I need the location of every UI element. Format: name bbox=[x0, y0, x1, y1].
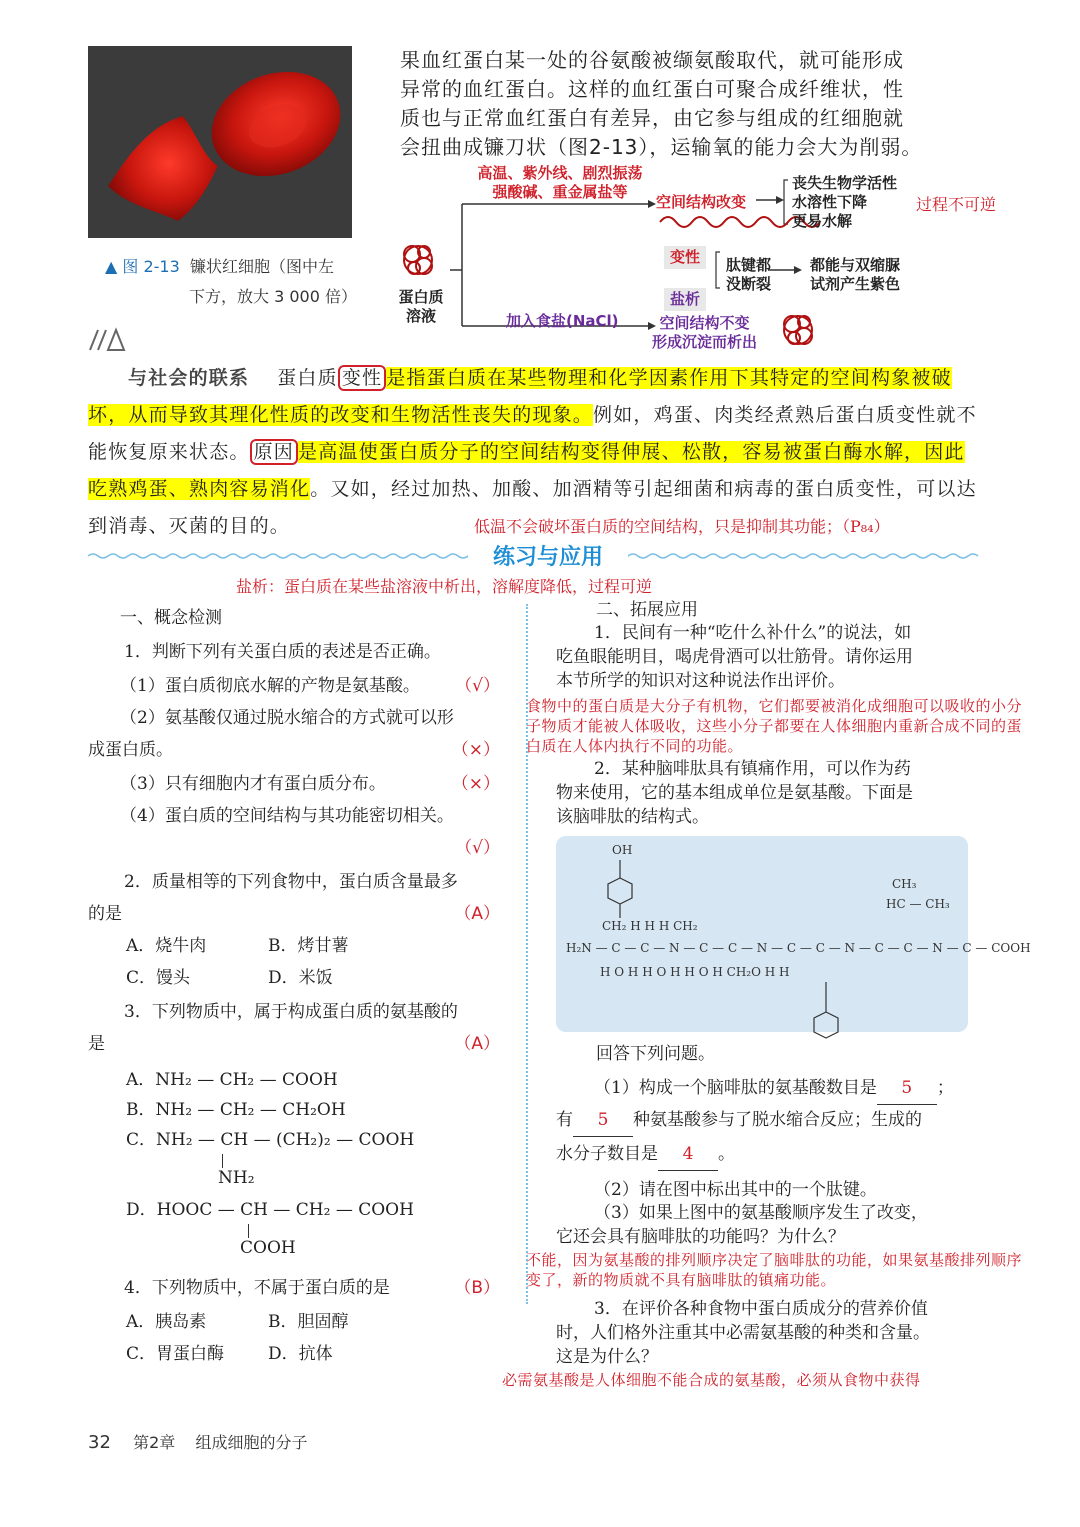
e1a: 1．民间有一种“吃什么补什么”的说法，如 bbox=[594, 623, 912, 643]
biuret-2: 试剂产生紫色 bbox=[810, 275, 901, 293]
caption-line1: 镰状红细胞（图中左 bbox=[189, 257, 334, 276]
figure-label: ▲ 图 2-13 bbox=[105, 257, 180, 276]
e3b: 时，人们格外注重其中必需氨基酸的种类和含量。 bbox=[556, 1323, 930, 1343]
e2q1b: 有 bbox=[556, 1110, 573, 1130]
e2q1c: 种氨基酸参与了脱水缩合反应；生成的 bbox=[633, 1110, 922, 1130]
hl-definition: 是指蛋白质在某些物理和化学因素作用下其特定的空间构象被破坏，从而导致其理化性质的改变和生物活性丧失的现象。 bbox=[88, 367, 952, 426]
e2a: 2．某种脑啡肽具有镇痛作用，可以作为药 bbox=[594, 759, 911, 779]
protein-coil-icon bbox=[784, 316, 812, 344]
hl-reason: 是高温使蛋白质分子的空间结构变得伸展、松散，容易被蛋白酶水解，因此吃熟鸡蛋、熟肉容易消化 bbox=[88, 441, 965, 500]
q1-4-answer: （√） bbox=[455, 838, 500, 858]
q2-option-d: D．米饭 bbox=[268, 968, 333, 988]
q3-option-d: D．HOOC — CH — CH₂ — COOH bbox=[126, 1200, 414, 1220]
top-line: 果血红蛋白某一处的谷氨酸被缬氨酸取代，就可能形成 bbox=[400, 48, 904, 72]
q1-3-answer: （×） bbox=[451, 774, 500, 794]
e2q1-answer3: 4 bbox=[658, 1138, 718, 1171]
protein-coil-icon bbox=[404, 246, 432, 274]
chapter-title: 组成细胞的分子 bbox=[195, 1433, 308, 1452]
e2q3b: 它还会具有脑啡肽的功能吗？为什么？ bbox=[556, 1227, 845, 1247]
extend-heading: 二、拓展应用 bbox=[596, 600, 698, 620]
cond-high-2: 强酸碱、重金属盐等 bbox=[492, 183, 628, 201]
q1-2-answer: （×） bbox=[451, 740, 500, 760]
protein-solution bbox=[396, 288, 446, 326]
peptide-note bbox=[726, 256, 771, 294]
answer-intro: 回答下列问题。 bbox=[596, 1044, 715, 1064]
section-title: 练习与应用 bbox=[468, 540, 628, 571]
chain-main: H₂N — C — C — N — C — C — N — C — C — N — C — C — N — C — COOH bbox=[566, 941, 1031, 955]
q4-answer: （B） bbox=[454, 1278, 500, 1298]
social-p1b: 例如，鸡蛋、肉类经煮熟后蛋白质变性就不能恢复原来状态。 bbox=[88, 404, 977, 463]
q3-option-d-sub: COOH bbox=[240, 1238, 296, 1258]
chain-bottom: H O H H O H H O H CH₂O H H bbox=[600, 965, 790, 979]
e2q1-line2 bbox=[556, 1104, 922, 1137]
q4-option-b: B．胆固醇 bbox=[268, 1312, 349, 1332]
chain-top: CH₂ H H H CH₂ bbox=[602, 919, 698, 933]
no-change-2: 形成沉淀而析出 bbox=[652, 333, 758, 351]
q1: 1．判断下列有关蛋白质的表述是否正确。 bbox=[124, 642, 441, 662]
caption-line2: 下方，放大 3 000 倍） bbox=[189, 287, 357, 306]
no-change bbox=[652, 314, 757, 352]
q3-answer: （A） bbox=[454, 1034, 500, 1054]
q2-option-c: C．馒头 bbox=[126, 968, 191, 988]
e3-handwritten-answer: 必需氨基酸是人体细胞不能合成的氨基酸，必须从食物中获得 bbox=[502, 1371, 921, 1389]
top-line: 会扭曲成镰刀状（图2-13），运输氧的能力会大为削弱。 bbox=[400, 135, 923, 159]
q3-option-c-sub: NH₂ bbox=[218, 1168, 255, 1188]
page-number: 32 bbox=[88, 1432, 111, 1453]
q1-2a: （2）氨基酸仅通过脱水缩合的方式就可以形 bbox=[120, 708, 454, 728]
biuret-1: 都能与双缩脲 bbox=[810, 256, 901, 274]
result-1: 丧失生物学活性 bbox=[792, 174, 898, 192]
figure-caption bbox=[105, 252, 365, 312]
q1-2b: 成蛋白质。 bbox=[88, 740, 173, 760]
q3-option-c: C．NH₂ — CH — (CH₂)₂ — COOH bbox=[126, 1130, 415, 1150]
e2c: 该脑啡肽的结构式。 bbox=[556, 807, 709, 827]
result-2: 水溶性下降 bbox=[792, 193, 868, 211]
social-p1a: 蛋白质 bbox=[277, 367, 338, 389]
e2-handwritten-answer: 不能，因为氨基酸的排列顺序决定了脑啡肽的功能，如果氨基酸排列顺序变了，新的物质就不具有脑啡肽的镇痛功能。 bbox=[526, 1251, 1023, 1289]
q2b: 的是 bbox=[88, 904, 122, 924]
q2-option-b: B．烤甘薯 bbox=[268, 936, 349, 956]
q3a: 3．下列物质中，属于构成蛋白质的氨基酸的 bbox=[124, 1002, 458, 1022]
structure-box bbox=[556, 836, 1031, 1032]
chapter-label: 第2章 bbox=[133, 1433, 176, 1452]
top-line: 异常的血红蛋白。这样的血红蛋白可聚合成纤维状，性 bbox=[400, 77, 904, 101]
peptide-1: 肽键都 bbox=[726, 256, 772, 274]
q4: 4．下列物质中，不属于蛋白质的是 bbox=[124, 1278, 390, 1298]
salting-tag: 盐析 bbox=[664, 288, 706, 311]
peptide-2: 没断裂 bbox=[726, 275, 772, 293]
e2q2: （2）请在图中标出其中的一个肽键。 bbox=[594, 1180, 877, 1200]
e2q3a: （3）如果上图中的氨基酸顺序发生了改变， bbox=[594, 1203, 928, 1223]
section-header bbox=[88, 540, 968, 576]
structure-formula bbox=[556, 836, 1031, 1032]
top-paragraph bbox=[400, 46, 970, 162]
left-column bbox=[88, 600, 500, 1380]
low-temp-note: 低温不会破坏蛋白质的空间结构，只是抑制其功能；（P₈₄） bbox=[474, 517, 890, 536]
diagram-condition bbox=[470, 164, 650, 202]
e1c: 本节所学的知识对这种说法作出评价。 bbox=[556, 671, 845, 691]
denature-tag: 变性 bbox=[664, 246, 706, 269]
q2-answer: （A） bbox=[454, 904, 500, 924]
e2q1d: 水分子数目是 bbox=[556, 1144, 658, 1164]
protein-2: 溶液 bbox=[405, 307, 436, 325]
salting-note: 盐析：蛋白质在某些盐溶液中析出，溶解度降低，过程可逆 bbox=[236, 577, 653, 596]
q3-option-b: B．NH₂ — CH₂ — CH₂OH bbox=[126, 1100, 346, 1120]
results bbox=[792, 174, 897, 231]
q2a: 2．质量相等的下列食物中，蛋白质含量最多 bbox=[124, 872, 458, 892]
sickle-cell-photo bbox=[88, 46, 352, 238]
footer bbox=[88, 1430, 307, 1453]
e2q1a: （1）构成一个脑啡肽的氨基酸数目是 bbox=[594, 1078, 877, 1098]
no-change-1: 空间结构不变 bbox=[659, 314, 750, 332]
q4-option-c: C．胃蛋白酶 bbox=[126, 1344, 225, 1364]
q1-3: （3）只有细胞内才有蛋白质分布。 bbox=[120, 774, 386, 794]
e2q1-line3: 水分子数目是 4 。 bbox=[556, 1138, 735, 1171]
e2q1-answer: 5 bbox=[877, 1072, 937, 1105]
right-column bbox=[502, 592, 1031, 1392]
e2q1: （1）构成一个脑啡肽的氨基酸数目是 5 ； bbox=[594, 1072, 954, 1105]
change-space: 空间结构改变 bbox=[656, 193, 747, 211]
e1-handwritten-answer: 食物中的蛋白质是大分子有机物，它们都要被消化成细胞可以吸收的小分子物质才能被人体吸收，这些小分子都要在人体细胞内重新合成不同的蛋白质在人体内执行不同的功能。 bbox=[526, 697, 1023, 755]
concept-heading: 一、概念检测 bbox=[120, 608, 222, 628]
q2-option-a: A．烧牛肉 bbox=[126, 936, 207, 956]
q1-4: （4）蛋白质的空间结构与其功能密切相关。 bbox=[120, 806, 454, 826]
hc-label: HC — CH₃ bbox=[886, 897, 950, 911]
biuret-note bbox=[810, 256, 900, 294]
cond-high-1: 高温、紫外线、剧烈振荡 bbox=[477, 164, 643, 182]
e2b: 物来使用，它的基本组成单位是氨基酸。下面是 bbox=[556, 783, 913, 803]
protein-1: 蛋白质 bbox=[398, 288, 444, 306]
social-label: 与社会的联系 bbox=[128, 367, 250, 389]
q1-1: （1）蛋白质彻底水解的产物是氨基酸。 bbox=[120, 676, 420, 696]
result-3: 更易水解 bbox=[792, 212, 853, 230]
box-denature: 变性 bbox=[338, 365, 386, 391]
oh-label: OH bbox=[612, 843, 633, 857]
e1b: 吃鱼眼能明目，喝虎骨酒可以壮筋骨。请你运用 bbox=[556, 647, 913, 667]
ch3-label: CH₃ bbox=[892, 877, 917, 891]
section-deco-icon bbox=[88, 328, 128, 356]
top-line: 质也与正常血红蛋白有差异，由它参与组成的红细胞就 bbox=[400, 106, 904, 130]
add-salt: 加入食盐(NaCl) bbox=[506, 312, 619, 330]
box-reason: 原因 bbox=[250, 439, 298, 465]
q4-option-d: D．抗体 bbox=[268, 1344, 333, 1364]
q4-option-a: A．胰岛素 bbox=[126, 1312, 207, 1332]
social-p1c: 。又如，经过加热、加酸、加酒精等引起细菌和病毒的蛋白质变性，可以达到消毒、灭菌的目的。 bbox=[88, 478, 977, 537]
q1-1-answer: （√） bbox=[455, 676, 500, 696]
e3c: 这是为什么？ bbox=[556, 1347, 658, 1367]
q3b: 是 bbox=[88, 1034, 105, 1054]
e2q1-answer2: 5 bbox=[573, 1104, 633, 1137]
q3-option-a: A．NH₂ — CH₂ — COOH bbox=[126, 1070, 338, 1090]
irreversible-note: 过程不可逆 bbox=[916, 195, 997, 214]
e3a: 3．在评价各种食物中蛋白质成分的营养价值 bbox=[594, 1299, 928, 1319]
